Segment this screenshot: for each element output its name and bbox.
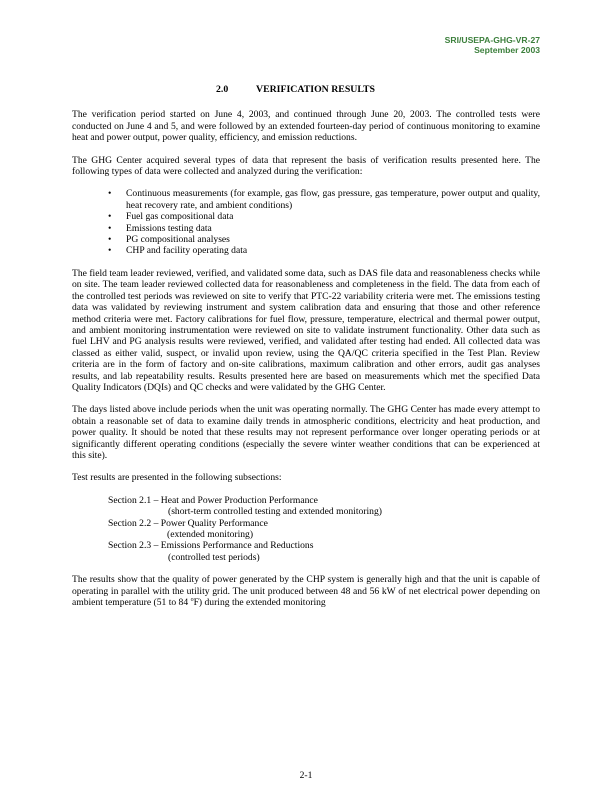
list-item: • Fuel gas compositional data <box>108 211 234 223</box>
subsection-note: (extended monitoring) <box>167 529 254 540</box>
bullet-icon: • <box>108 222 112 234</box>
list-item: • Emissions testing data <box>108 222 212 234</box>
paragraph-subsections-intro: Test results are presented in the following subsections: <box>72 472 282 484</box>
section-title: VERIFICATION RESULTS <box>256 84 375 95</box>
list-item: • Continuous measurements (for example, gas flow, gas pressure, gas temperature, power output and quality, heat recovery rate, and ambient conditions) <box>108 188 540 211</box>
section-heading <box>72 84 540 95</box>
subsection-note: (short-term controlled testing and extended monitoring) <box>168 506 382 518</box>
paragraph-results-summary: The results show that the quality of power generated by the CHP system is generally high and that the unit is capable of operating in parallel with the utility grid. The unit produced between 48 and 56 kW of net electrical power depending on ambient temperature (51 to 84 $^o$F) during the extended monitoring <box>72 574 540 609</box>
paragraph-data-validation: The field team leader reviewed, verified, and validated some data, such as DAS file data and reasonableness checks while on site. The team leader reviewed collected data for reasonableness and completeness in the field. The data from each of the controlled test periods was reviewed on site to verify that PTC-22 variability criteria were met. The emissions testing data was validated by reviewing instrument and system calibration data and ensuring that those and other reference method criteria were met. Factory calibrations for fuel flow, pressure, temperature, electrical and thermal power output, and ambient monitoring instrumentation were reviewed on site to validate instrument functionality. Other data such as fuel LHV and PG analysis results were reviewed, verified, and validated after testing had ended. All collected data was classed as either valid, suspect, or invalid upon review, using the QA/QC criteria specified in the Test Plan. Review criteria are in the form of factory and on-site calibrations, maximum calibration and other errors, audit gas analyses results, and lab repeatability results. Results presented here are based on measurements which met the specified Data Quality Indicators (DQIs) and QC checks and were validated by the GHG Center. <box>72 267 540 393</box>
subsection-label: Section 2.3 – Emissions Performance and Reductions <box>108 540 314 552</box>
subsection-note: (controlled test periods) <box>168 551 260 563</box>
paragraph-data-types-intro: The GHG Center acquired several types of data that represent the basis of verification results presented here. The following types of data were collected and analyzed during the verification: <box>72 154 540 178</box>
paragraph-operating-periods: The days listed above include periods when the unit was operating normally. The GHG Center has made every attempt to obtain a reasonable set of data to examine daily trends in atmospheric conditions, electricity and heat production, and power quality. It should be noted that these results may not represent performance over longer operating periods or at significantly different operating conditions (especially the severe winter weather conditions that can be experienced at this site). <box>72 404 540 461</box>
list-item: • CHP and facility operating data <box>108 245 248 257</box>
bullet-icon: • <box>108 211 112 223</box>
report-id: SRI/USEPA-GHG-VR-27 <box>444 35 540 45</box>
data-types-list <box>72 188 540 256</box>
bullet-icon: • <box>108 245 112 257</box>
section-number: 2.0 <box>216 84 229 95</box>
degree-superscript: o <box>190 596 194 603</box>
bullet-icon: • <box>108 234 112 246</box>
subsection-label: Section 2.1 – Heat and Power Production Performance <box>108 494 318 506</box>
subsection-label: Section 2.2 – Power Quality Performance <box>108 517 268 529</box>
paragraph-verification-period: The verification period started on June 4, 2003, and continued through June 20, 2003. The controlled tests were conducted on June 4 and 5, and were followed by an extended fourteen-day period of continuous monitoring to examine heat and power output, power quality, efficiency, and emission reductions. <box>72 109 540 144</box>
body-content <box>72 84 540 619</box>
bullet-icon: • <box>108 188 112 200</box>
subsection-list <box>108 495 540 563</box>
running-header <box>445 35 540 55</box>
report-date: September 2003 <box>474 45 540 55</box>
list-item: • PG compositional analyses <box>108 234 230 246</box>
page-number: 2-1 <box>299 770 313 781</box>
